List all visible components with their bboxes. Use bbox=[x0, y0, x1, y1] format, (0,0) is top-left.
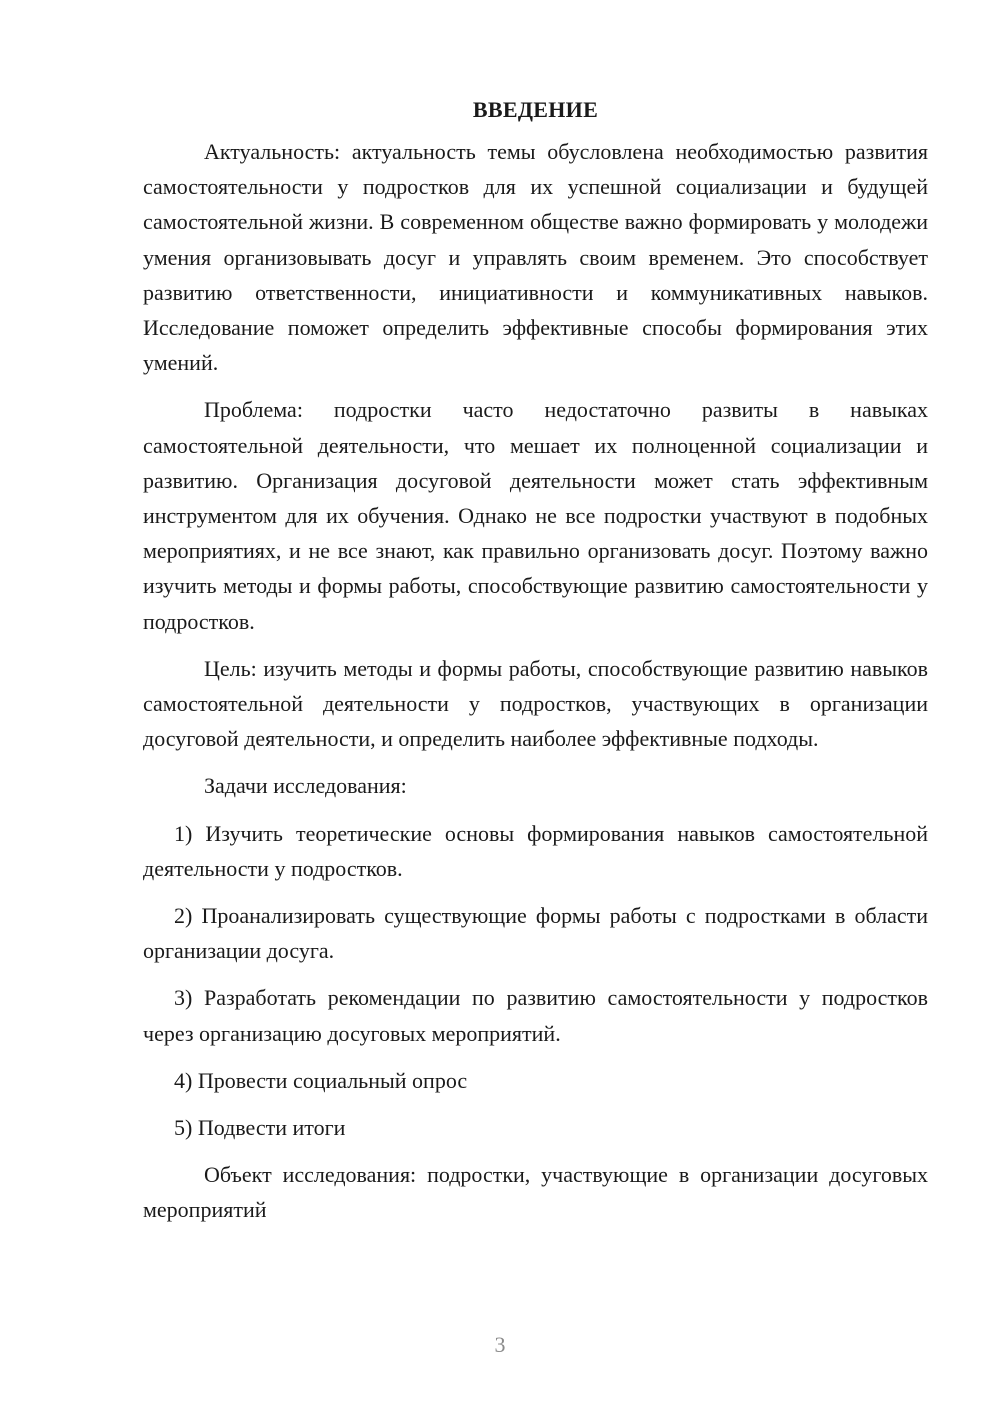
task-item-2: 2) Проанализировать существующие формы работы с подростками в области организации досуга. bbox=[143, 903, 928, 964]
paragraph-goal: Цель: изучить методы и формы работы, способствующие развитию навыков самостоятельной деятельности у подростков, участвующих в организации досуговой деятельности, и определить наиболее эффективные подходы. bbox=[143, 655, 928, 752]
section-title: ВВЕДЕНИЕ bbox=[472, 97, 599, 122]
task-item-5: 5) Подвести итоги bbox=[174, 1115, 346, 1141]
paragraph-object: Объект исследования: подростки, участвующие в организации досуговых мероприятий bbox=[143, 1162, 928, 1223]
task-item-1: 1) Изучить теоретические основы формирования навыков самостоятельной деятельности у подростков. bbox=[143, 820, 928, 881]
document-page bbox=[143, 92, 928, 1240]
page-number: 3 bbox=[494, 1332, 506, 1357]
paragraph-problem: Проблема: подростки часто недостаточно развиты в навыках самостоятельной деятельности, что мешает их полноценной социализации и развитию. Организация досуговой деятельности может стать эффективным инструментом для их обучения. Однако не все подростки участвуют в подобных мероприятиях, и не все знают, как правильно организовать досуг. Поэтому важно изучить методы и формы работы, способствующие развитию самостоятельности у подростков. bbox=[143, 397, 928, 634]
paragraph-actuality: Актуальность: актуальность темы обусловлена необходимостью развития самостоятельности у подростков для их успешной социализации и будущей самостоятельной жизни. В современном обществе важно формировать у молодежи умения организовывать досуг и управлять своим временем. Это способствует развитию ответственности, инициативности и коммуникативных навыков. Исследование поможет определить эффективные способы формирования этих умений. bbox=[143, 139, 928, 376]
task-item-4: 4) Провести социальный опрос bbox=[174, 1067, 468, 1093]
task-item-3: 3) Разработать рекомендации по развитию самостоятельности у подростков через организацию досуговых мероприятий. bbox=[143, 985, 928, 1046]
tasks-heading: Задачи исследования: bbox=[204, 773, 407, 799]
